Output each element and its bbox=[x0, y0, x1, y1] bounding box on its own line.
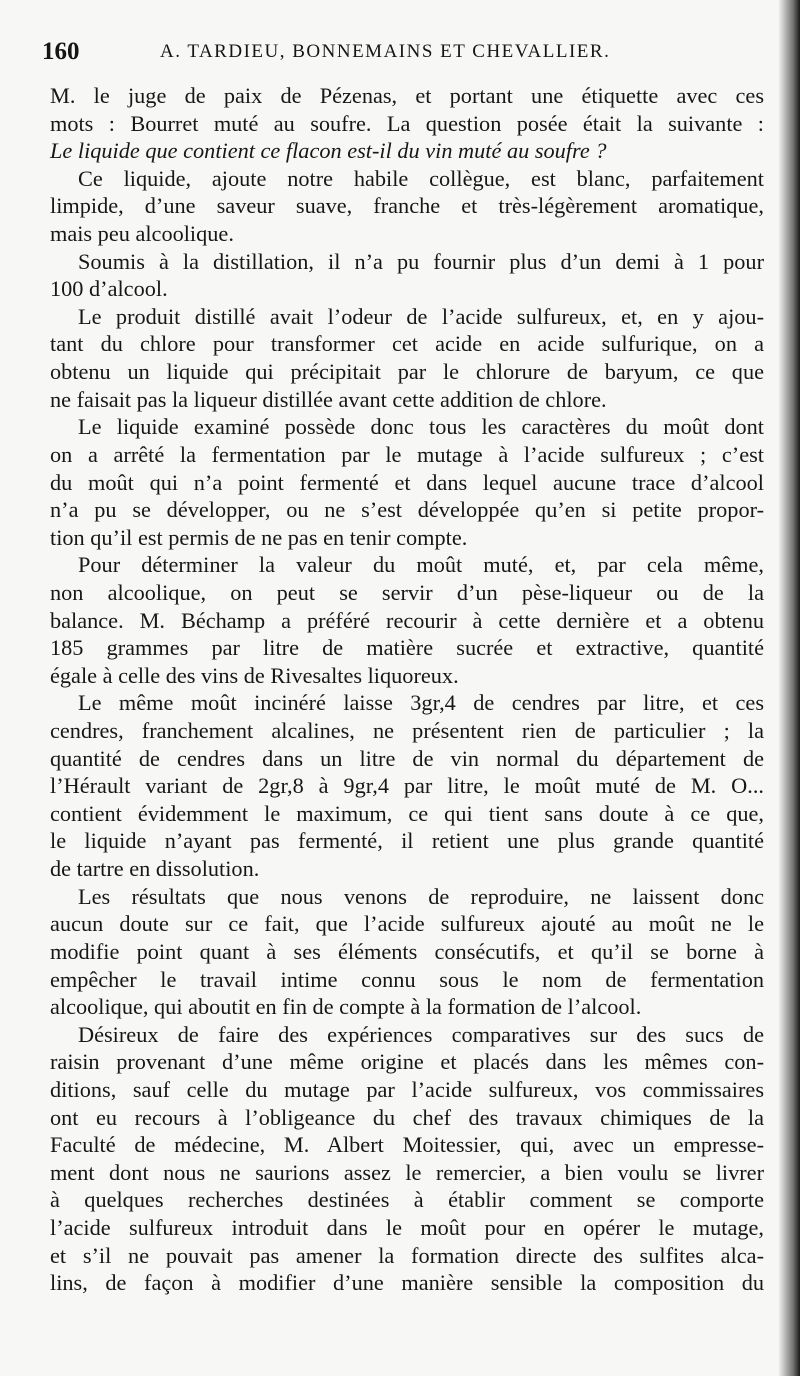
text-line: raisin provenant d’une même origine et placés dans les mêmes con- bbox=[50, 1049, 764, 1075]
text-line: contient évidemment le maximum, ce qui tient sans doute à ce que, bbox=[50, 800, 764, 826]
text-line: non alcoolique, on peut se servir d’un pèse-liqueur ou de la bbox=[50, 579, 764, 605]
text-line: Le liquide que contient ce flacon est-il du vin muté au soufre ? bbox=[50, 138, 607, 164]
text-line: obtenu un liquide qui précipitait par le chlorure de baryum, ce que bbox=[50, 359, 764, 385]
page-number: 160 bbox=[42, 38, 80, 65]
text-line: M. le juge de paix de Pézenas, et portant une étiquette avec ces bbox=[50, 83, 764, 108]
text-line: Ce liquide, ajoute notre habile collègue, est blanc, parfaitement bbox=[78, 165, 764, 191]
text-line: ditions, sauf celle du mutage par l’acide sulfureux, vos commissaires bbox=[50, 1076, 764, 1102]
text-line: 100 d’alcool. bbox=[50, 276, 168, 302]
text-line: tion qu’il est permis de ne pas en tenir compte. bbox=[50, 524, 468, 550]
text-line: ont eu recours à l’obligeance du chef des travaux chimiques de la bbox=[50, 1104, 764, 1130]
text-line: lins, de façon à modifier d’une manière sensible la composition du bbox=[50, 1270, 764, 1296]
text-line: ne faisait pas la liqueur distillée avant cette addition de chlore. bbox=[50, 386, 607, 412]
text-line: balance. M. Béchamp a préféré recourir à cette dernière et a obtenu bbox=[50, 607, 764, 633]
text-line: Désireux de faire des expériences comparatives sur des sucs de bbox=[78, 1021, 764, 1047]
body-text bbox=[50, 82, 764, 1297]
text-line: égale à celle des vins de Rivesaltes liquoreux. bbox=[50, 662, 459, 688]
text-line: Le liquide examiné possède donc tous les caractères du moût dont bbox=[78, 414, 764, 440]
text-line: mais peu alcoolique. bbox=[50, 221, 234, 247]
text-line: alcoolique, qui aboutit en fin de compte à la formation de l’alcool. bbox=[50, 994, 642, 1020]
text-line: Le produit distillé avait l’odeur de l’acide sulfureux, et, en y ajou- bbox=[78, 303, 764, 329]
text-line: limpide, d’une saveur suave, franche et très-légèrement aromatique, bbox=[50, 193, 764, 219]
text-line: quantité de cendres dans un litre de vin normal du département de bbox=[50, 745, 764, 771]
text-line: et s’il ne pouvait pas amener la formation directe des sulfites alca- bbox=[50, 1242, 764, 1268]
text-line: empêcher le travail intime connu sous le nom de fermentation bbox=[50, 966, 764, 992]
text-line: aucun doute sur ce fait, que l’acide sulfureux ajouté au moût ne le bbox=[50, 911, 764, 937]
text-line: Faculté de médecine, M. Albert Moitessier, qui, avec un empresse- bbox=[50, 1132, 764, 1158]
text-line: l’acide sulfureux introduit dans le moût pour en opérer le mutage, bbox=[50, 1214, 764, 1240]
text-line: modifie point quant à ses éléments consécutifs, et qu’il se borne à bbox=[50, 938, 764, 964]
text-line: cendres, franchement alcalines, ne présentent rien de particulier ; la bbox=[50, 718, 764, 744]
text-line: ment dont nous ne saurions assez le remercier, a bien voulu se livrer bbox=[50, 1159, 764, 1185]
text-line: Le même moût incinéré laisse 3gr,4 de cendres par litre, et ces bbox=[78, 690, 764, 716]
text-line: du moût qui n’a point fermenté et dans lequel aucune trace d’alcool bbox=[50, 469, 764, 495]
text-line: l’Hérault variant de 2gr,8 à 9gr,4 par litre, le moût muté de M. O... bbox=[50, 773, 764, 799]
text-line: de tartre en dissolution. bbox=[50, 856, 260, 882]
text-line: Soumis à la distillation, il n’a pu fournir plus d’un demi à 1 pour bbox=[78, 248, 764, 274]
binding-shadow bbox=[778, 0, 800, 1376]
text-line: le liquide n’ayant pas fermenté, il retient une plus grande quantité bbox=[50, 828, 764, 854]
text-line: on a arrêté la fermentation par le mutage à l’acide sulfureux ; c’est bbox=[50, 441, 764, 467]
page-header bbox=[42, 38, 762, 68]
text-line: Pour déterminer la valeur du moût muté, et, par cela même, bbox=[78, 552, 764, 578]
text-line: à quelques recherches destinées à établir comment se comporte bbox=[50, 1187, 764, 1213]
text-line: Les résultats que nous venons de reproduire, ne laissent donc bbox=[78, 883, 764, 909]
text-line: tant du chlore pour transformer cet acide en acide sulfurique, on a bbox=[50, 331, 764, 357]
text-line: mots : Bourret muté au soufre. La question posée était la suivante : bbox=[50, 110, 764, 136]
running-head: A. TARDIEU, BONNEMAINS ET CHEVALLIER. bbox=[160, 41, 611, 62]
text-line: 185 grammes par litre de matière sucrée et extractive, quantité bbox=[50, 635, 764, 661]
text-line: n’a pu se développer, ou ne s’est développée qu’en si petite propor- bbox=[50, 497, 764, 523]
